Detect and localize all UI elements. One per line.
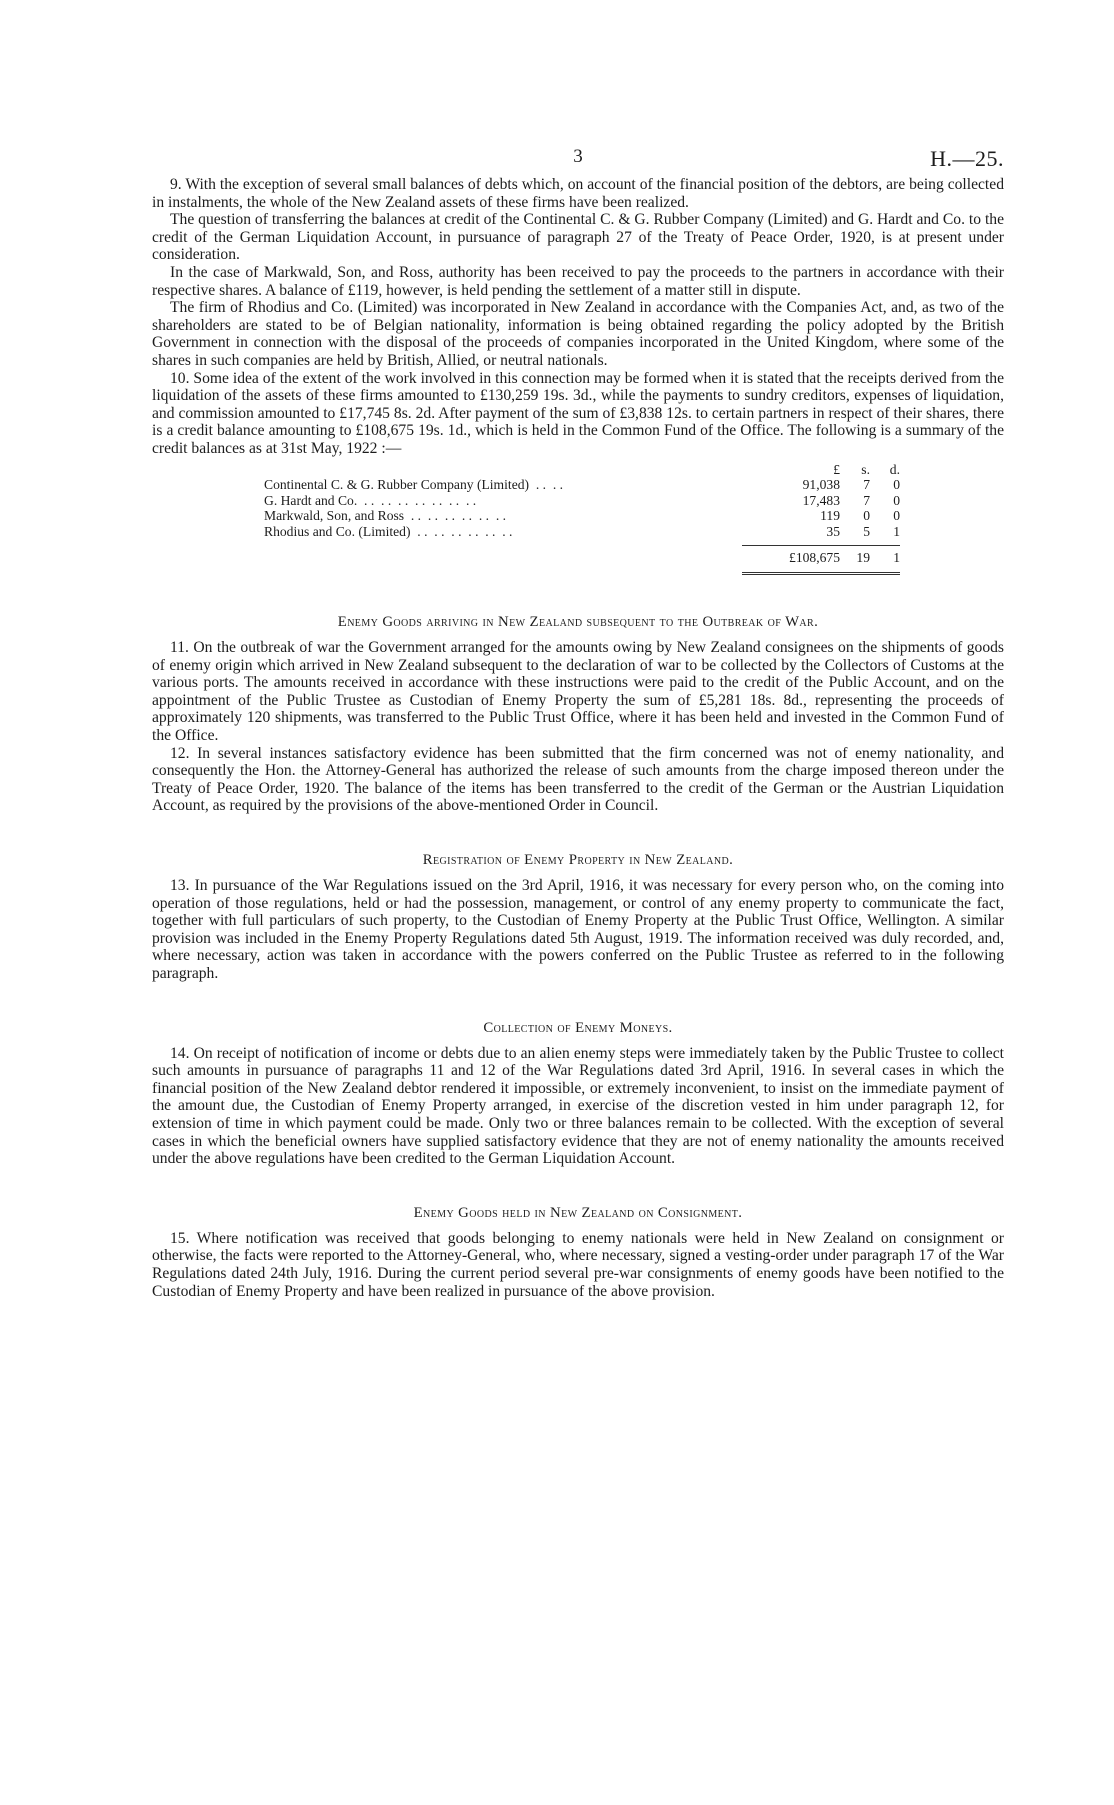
paragraph-10: 10. Some idea of the extent of the work involved in this connection may be formed when it is stated that the receipts derived from the liquidation of the assets of these firms amounted to £130,259 19s. 3d., while the payments to sundry creditors, expenses of liquidation, and commission amounted to £17,745 8s. 2d. After payment of the sum of £3,838 12s. to certain partners in respect of their shares, there is a credit balance amounting to £108,675 19s. 1d., which is held in the Common Fund of the Office. The following is a summary of the credit balances as at 31st May, 1922 :— <box>152 369 1004 457</box>
shillings-value: 5 <box>863 523 870 539</box>
paragraph-12: 12. In several instances satisfactory evidence has been submitted that the firm concerned was not of enemy nationality, and consequently the Hon. the Attorney-General has authorized the release of such amounts from the charge imposed thereon under the Treaty of Peace Order, 1920. The balance of the items has been transferred to the credit of the German or the Austrian Liquidation Account, as required by the provisions of the above-mentioned Order in Council. <box>152 744 1004 815</box>
pounds-value: 119 <box>820 508 840 524</box>
credit-balances-table <box>264 462 900 576</box>
firm-name: Markwald, Son, and Ross . . . . . . . . . . . . <box>264 508 507 524</box>
pounds-value: 17,483 <box>802 492 840 508</box>
pence-header: d. <box>889 461 900 477</box>
table-row <box>264 477 900 493</box>
firm-name: Continental C. & G. Rubber Company (Limited) . . . . <box>264 477 564 493</box>
pence-value: 0 <box>893 477 900 493</box>
paragraph-markwald: In the case of Markwald, Son, and Ross, authority has been received to pay the proceeds to the partners in accordance with their respective shares. A balance of £119, however, is held pending the settlement of a matter still in dispute. <box>152 263 1004 299</box>
shillings-value: 0 <box>863 508 870 524</box>
document-reference: H.—25. <box>930 146 1004 171</box>
pounds-header: £ <box>833 461 840 477</box>
paragraph-transfer: The question of transferring the balances at credit of the Continental C. & G. Rubber Company (Limited) and G. Hardt and Co. to the credit of the German Liquidation Account, in pursuance of paragraph 27 of the Treaty of Peace Order, 1920, is at present under consideration. <box>152 211 1004 264</box>
page-header <box>152 146 1004 172</box>
paragraph-14: 14. On receipt of notification of income or debts due to an alien enemy steps were immediately taken by the Public Trustee to collect such amounts in pursuance of paragraphs 11 and 12 of the War Regulations dated 3rd April, 1916. In several cases in which the financial position of the New Zealand debtor rendered it impossible, or extremely inconvenient, to insist on the immediate payment of the amount due, the Custodian of Enemy Property arranged, in exercise of the discretion vested in him under paragraph 12, for extension of time in which payment could be made. Only two or three balances remain to be collected. With the exception of several cases in which the beneficial owners have supplied satisfactory evidence that they are not of enemy nationality the amounts received under the above regulations have been credited to the German Liquidation Account. <box>152 1044 1004 1168</box>
firm-name: G. Hardt and Co. . . . . . . . . . . . . . . <box>264 492 477 508</box>
document-page <box>152 146 1004 1300</box>
shillings-value: 7 <box>863 492 870 508</box>
table-total-row <box>264 550 900 566</box>
section-heading-consignment: Enemy Goods held in New Zealand on Consignment. <box>413 1204 743 1221</box>
section-heading-enemy-goods: Enemy Goods arriving in New Zealand subsequent to the Outbreak of War. <box>337 614 819 631</box>
table-row <box>264 524 900 540</box>
total-pounds: £108,675 <box>789 550 840 566</box>
total-pence: 1 <box>893 550 900 566</box>
firm-name: Rhodius and Co. (Limited) . . . . . . . . . . . . <box>264 523 513 539</box>
pounds-value: 91,038 <box>802 477 840 493</box>
page-number: 3 <box>573 146 583 167</box>
subtotal-rule <box>742 545 900 546</box>
pence-value: 0 <box>893 492 900 508</box>
paragraph-13: 13. In pursuance of the War Regulations issued on the 3rd April, 1916, it was necessary for every person who, on the coming into operation of those regulations, held or had the possession, management, or control of any enemy property to communicate the fact, together with full particulars of such property, to the Custodian of Enemy Property at the Public Trust Office, Wellington. A similar provision was included in the Enemy Property Regulations dated 5th August, 1919. The information received was duly recorded, and, where necessary, action was taken in accordance with the powers conferred on the Public Trustee as referred to in the following paragraph. <box>152 877 1004 982</box>
total-shillings: 19 <box>856 550 870 566</box>
shillings-value: 7 <box>863 477 870 493</box>
pence-value: 0 <box>893 508 900 524</box>
table-row <box>264 508 900 524</box>
pounds-value: 35 <box>826 523 840 539</box>
paragraph-rhodius: The firm of Rhodius and Co. (Limited) was incorporated in New Zealand in accordance with the Companies Act, and, as two of the shareholders are stated to be of Belgian nationality, information is being obtained regarding the policy adopted by the British Government in connection with the disposal of the proceeds of companies incorporated in the United Kingdom, where some of the shares in such companies are held by British, Allied, or neutral nationals. <box>152 299 1004 369</box>
table-header-row <box>264 462 900 478</box>
section-heading-collection: Collection of Enemy Moneys. <box>483 1019 673 1036</box>
section-heading-registration: Registration of Enemy Property in New Zealand. <box>422 852 734 868</box>
table-row <box>264 493 900 509</box>
shillings-header: s. <box>861 461 870 477</box>
paragraph-9: 9. With the exception of several small balances of debts which, on account of the financial position of the debtors, are being collected in instalments, the whole of the New Zealand assets of these firms have been realized. <box>152 176 1004 211</box>
pence-value: 1 <box>893 523 900 539</box>
paragraph-11: 11. On the outbreak of war the Government arranged for the amounts owing by New Zealand consignees on the shipments of goods of enemy origin which arrived in New Zealand subsequent to the declaration of war to be collected by the Collectors of Customs at the various ports. The amounts received in accordance with these instructions were paid to the credit of the Public Account, and on the appointment of the Public Trustee as Custodian of Enemy Property the sum of £5,281 18s. 8d., representing the proceeds of approximately 120 shipments, was transferred to the Public Trust Office, where it has been held and invested in the Common Fund of the Office. <box>152 639 1004 745</box>
paragraph-15: 15. Where notification was received that goods belonging to enemy nationals were held in New Zealand on consignment or otherwise, the facts were reported to the Attorney-General, who, where necessary, signed a vesting-order under paragraph 17 of the War Regulations dated 24th July, 1916. During the current period several pre-war consignments of enemy goods have been notified to the Custodian of Enemy Property and have been realized in pursuance of the above provision. <box>152 1229 1004 1300</box>
